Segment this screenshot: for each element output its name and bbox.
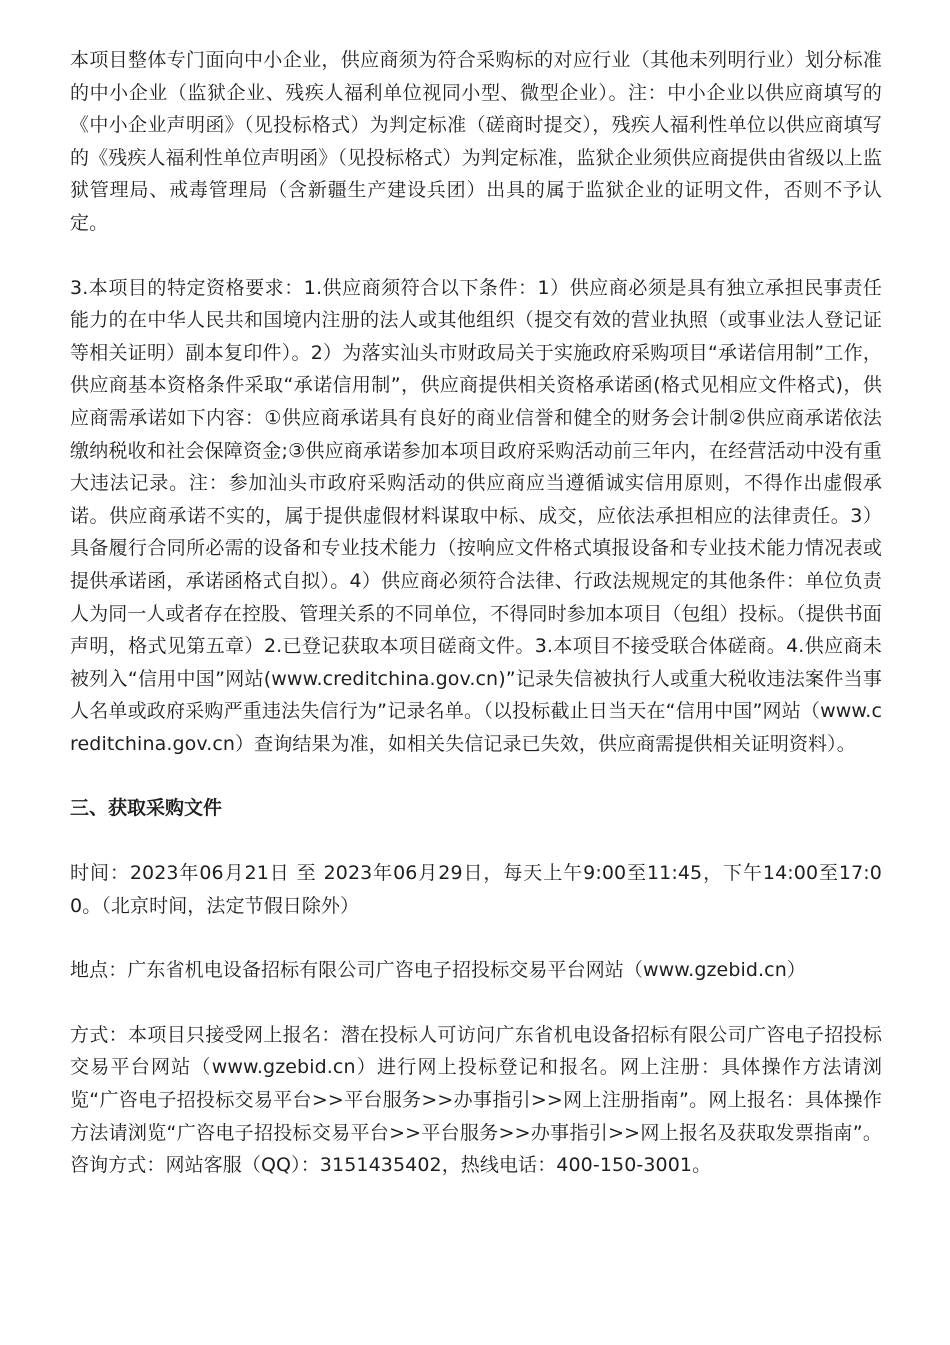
method-paragraph: 方式：本项目只接受网上报名：潜在投标人可访问广东省机电设备招标有限公司广咨电子招投标交易平台网站（www.gzebid.cn）进行网上投标登记和报名。网上注册：具体操作方法请浏览“广咨电子招投标交易平台>>平台服务>>办事指引>>网上注册指南”。网上报名：具体操作方法请浏览“广咨电子招投标交易平台>>平台服务>>办事指引>>网上报名及获取发票指南”。咨询方式：网站客服（QQ）：3151435402，热线电话：400-150-3001。 bbox=[70, 1023, 882, 1177]
section-heading-obtain-documents: 三、获取采购文件 bbox=[70, 797, 223, 820]
specific-qualification-paragraph: 3.本项目的特定资格要求：1.供应商须符合以下条件：1）供应商必须是具有独立承担民事责任能力的在中华人民共和国境内注册的法人或其他组织（提交有效的营业执照（或事业法人登记证等相关证明）副本复印件）。2）为落实汕头市财政局关于实施政府采购项目“承诺信用制”工作，供应商基本资格条件采取“承诺信用制”，供应商提供相关资格承诺函(格式见相应文件格式)，供应商需承诺如下内容：①供应商承诺具有良好的商业信誉和健全的财务会计制②供应商承诺依法缴纳税收和社会保障资金;③供应商承诺参加本项目政府采购活动前三年内，在经营活动中没有重大违法记录。注：参加汕头市政府采购活动的供应商应当遵循诚实信用原则，不得作出虚假承诺。供应商承诺不实的，属于提供虚假材料谋取中标、成交，应依法承担相应的法律责任。3）具备履行合同所必需的设备和专业技术能力（按响应文件格式填报设备和专业技术能力情况表或提供承诺函，承诺函格式自拟）。4）供应商必须符合法律、行政法规规定的其他条件：单位负责人为同一人或者存在控股、管理关系的不同单位，不得同时参加本项目（包组）投标。（提供书面声明，格式见第五章）2.已登记获取本项目磋商文件。3.本项目不接受联合体磋商。4.供应商未被列入“信用中国”网站(www.creditchina.gov.cn)”记录失信被执行人或重大税收违法案件当事人名单或政府采购严重违法失信行为”记录名单。（以投标截止日当天在“信用中国”网站（www.creditchina.gov.cn）查询结果为准，如相关失信记录已失效，供应商需提供相关证明资料）。 bbox=[70, 276, 882, 755]
time-paragraph: 时间：2023年06月21日 至 2023年06月29日，每天上午9:00至11:45，下午14:00至17:00。（北京时间，法定节假日除外） bbox=[70, 862, 882, 917]
sme-requirement-paragraph: 本项目整体专门面向中小企业，供应商须为符合采购标的对应行业（其他未列明行业）划分标准的中小企业（监狱企业、残疾人福利单位视同小型、微型企业）。注：中小企业以供应商填写的《中小企业声明函》（见投标格式）为判定标准（磋商时提交），残疾人福利性单位以供应商填写的《残疾人福利性单位声明函》（见投标格式）为判定标准，监狱企业须供应商提供由省级以上监狱管理局、戒毒管理局（含新疆生产建设兵团）出具的属于监狱企业的证明文件，否则不予认定。 bbox=[70, 49, 882, 234]
location-paragraph: 地点：广东省机电设备招标有限公司广咨电子招投标交易平台网站（www.gzebid.cn） bbox=[70, 959, 806, 982]
